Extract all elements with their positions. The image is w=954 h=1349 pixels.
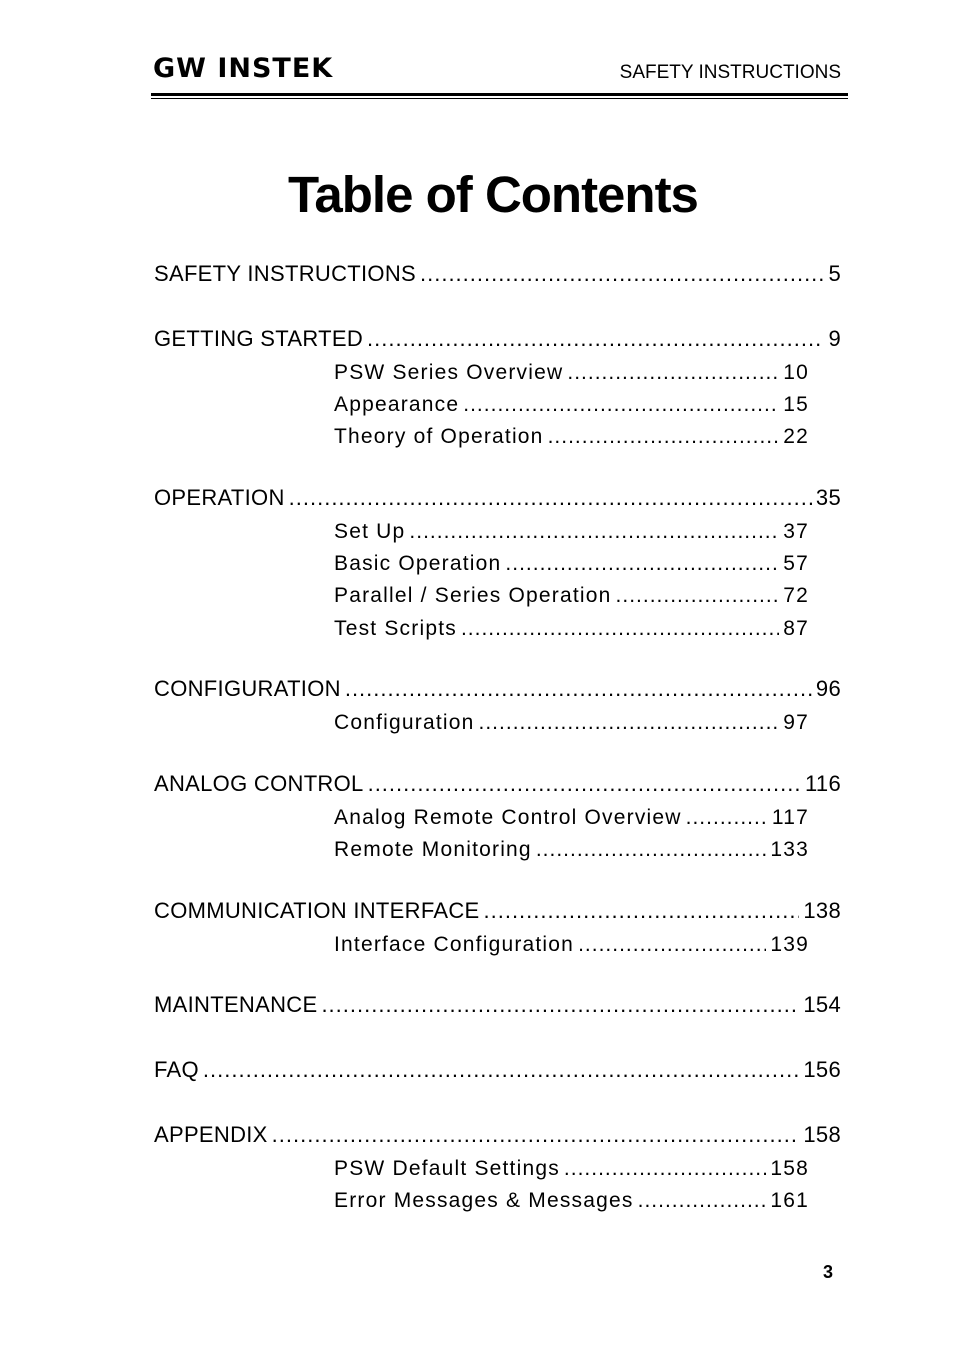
page-number: 3 bbox=[823, 1262, 834, 1282]
toc-entry-remote-monitoring[interactable] bbox=[334, 836, 809, 864]
toc-entry-label: Configuration bbox=[334, 711, 475, 734]
toc-entry-configuration[interactable] bbox=[334, 709, 809, 737]
toc-entry-analog-control[interactable] bbox=[154, 769, 841, 799]
toc-entry-communication-interface[interactable] bbox=[154, 896, 841, 926]
toc-entry-analog-remote-control-overview[interactable] bbox=[334, 804, 809, 832]
toc-entry-page: 116 bbox=[805, 771, 841, 796]
dot-leader bbox=[345, 674, 812, 704]
toc-entry-label: Remote Monitoring bbox=[334, 838, 532, 861]
toc-entry-page: 15 bbox=[783, 393, 809, 416]
toc-entry-appearance[interactable] bbox=[334, 391, 809, 419]
dot-leader bbox=[564, 1155, 766, 1183]
toc-entry-label: Parallel / Series Operation bbox=[334, 584, 612, 607]
toc-entry-label: APPENDIX bbox=[154, 1122, 268, 1147]
toc-entry-label: Test Scripts bbox=[334, 617, 457, 640]
toc-entry-maintenance[interactable] bbox=[154, 990, 841, 1020]
toc-entry-label: SAFETY INSTRUCTIONS bbox=[154, 261, 416, 286]
dot-leader bbox=[536, 836, 767, 864]
toc-entry-basic-operation[interactable] bbox=[334, 550, 809, 578]
toc-entry-getting-started[interactable] bbox=[154, 324, 841, 354]
dot-leader bbox=[461, 615, 779, 643]
toc-entry-configuration-chapter[interactable] bbox=[154, 674, 841, 704]
toc-entry-page: 154 bbox=[803, 992, 841, 1017]
toc-entry-page: 87 bbox=[783, 617, 809, 640]
toc-entry-psw-default-settings[interactable] bbox=[334, 1155, 809, 1183]
dot-leader bbox=[368, 769, 801, 799]
toc-entry-page: 139 bbox=[770, 933, 809, 956]
toc-entry-label: PSW Series Overview bbox=[334, 361, 564, 384]
dot-leader bbox=[548, 423, 780, 451]
toc-entry-label: Appearance bbox=[334, 393, 460, 416]
dot-leader bbox=[203, 1055, 799, 1085]
toc-entry-label: ANALOG CONTROL bbox=[154, 771, 364, 796]
dot-leader bbox=[567, 359, 779, 387]
dot-leader bbox=[272, 1120, 800, 1150]
toc-entry-operation[interactable] bbox=[154, 483, 841, 513]
dot-leader bbox=[484, 896, 800, 926]
toc-entry-page: 22 bbox=[783, 425, 809, 448]
dot-leader bbox=[321, 990, 799, 1020]
toc-entry-label: Theory of Operation bbox=[334, 425, 544, 448]
toc-entry-label: CONFIGURATION bbox=[154, 676, 341, 701]
gw-instek-logo: GW INSTEK bbox=[153, 53, 334, 84]
toc-entry-page: 37 bbox=[783, 520, 809, 543]
toc-entry-label: OPERATION bbox=[154, 485, 285, 510]
toc-entry-label: GETTING STARTED bbox=[154, 326, 364, 351]
toc-entry-error-messages[interactable] bbox=[334, 1187, 809, 1215]
toc-entry-page: 161 bbox=[770, 1189, 809, 1212]
toc-entry-page: 5 bbox=[828, 261, 841, 286]
toc-entry-label: COMMUNICATION INTERFACE bbox=[154, 898, 480, 923]
toc-entry-page: 97 bbox=[783, 711, 809, 734]
running-head: SAFETY INSTRUCTIONS bbox=[619, 62, 841, 83]
toc-entry-page: 72 bbox=[783, 584, 809, 607]
toc-entry-page: 96 bbox=[815, 676, 841, 701]
toc-entry-faq[interactable] bbox=[154, 1055, 841, 1085]
toc-entry-label: MAINTENANCE bbox=[154, 992, 318, 1017]
toc-entry-page: 158 bbox=[803, 1122, 841, 1147]
toc-entry-page: 138 bbox=[803, 898, 841, 923]
page-title: Table of Contents bbox=[288, 166, 698, 223]
toc-entry-label: Error Messages & Messages bbox=[334, 1189, 634, 1212]
dot-leader bbox=[578, 931, 766, 959]
toc-entry-label: Basic Operation bbox=[334, 552, 502, 575]
dot-leader bbox=[420, 259, 824, 289]
toc-entry-label: PSW Default Settings bbox=[334, 1157, 560, 1180]
dot-leader bbox=[638, 1187, 767, 1215]
dot-leader bbox=[479, 709, 780, 737]
dot-leader bbox=[505, 550, 779, 578]
toc-entry-page: 9 bbox=[828, 326, 841, 351]
toc-entry-label: Analog Remote Control Overview bbox=[334, 806, 682, 829]
dot-leader bbox=[463, 391, 779, 419]
toc-entry-interface-configuration[interactable] bbox=[334, 931, 809, 959]
toc-entry-page: 133 bbox=[770, 838, 809, 861]
dot-leader bbox=[367, 324, 824, 354]
toc-entry-label: Interface Configuration bbox=[334, 933, 575, 956]
toc-entry-appendix[interactable] bbox=[154, 1120, 841, 1150]
dot-leader bbox=[616, 582, 780, 610]
toc-entry-page: 10 bbox=[783, 361, 809, 384]
toc-entry-label: FAQ bbox=[154, 1057, 199, 1082]
toc-entry-test-scripts[interactable] bbox=[334, 615, 809, 643]
toc-entry-theory-of-operation[interactable] bbox=[334, 423, 809, 451]
toc-entry-page: 117 bbox=[771, 806, 809, 829]
toc-entry-parallel-series-operation[interactable] bbox=[334, 582, 809, 610]
dot-leader bbox=[686, 804, 768, 832]
dot-leader bbox=[289, 483, 812, 513]
dot-leader bbox=[409, 518, 779, 546]
toc-entry-page: 156 bbox=[803, 1057, 841, 1082]
toc-entry-set-up[interactable] bbox=[334, 518, 809, 546]
toc-entry-psw-series-overview[interactable] bbox=[334, 359, 809, 387]
toc-entry-page: 35 bbox=[815, 485, 841, 510]
toc-entry-safety-instructions[interactable] bbox=[154, 259, 841, 289]
toc-entry-label: Set Up bbox=[334, 520, 406, 543]
toc-entry-page: 57 bbox=[783, 552, 809, 575]
toc-entry-page: 158 bbox=[770, 1157, 809, 1180]
